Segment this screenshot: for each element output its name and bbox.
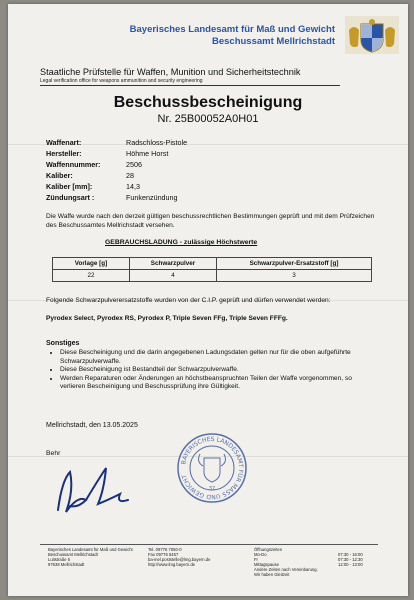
footer-contact (148, 547, 210, 567)
column-header: Vorlage [g] (53, 258, 130, 270)
list-item: • Diese Bescheinigung und die darin angegebenen Ladungsdaten gelten nur für die oben aufgeführte Schwarzpulverwaffe. (60, 349, 370, 366)
footer-address (48, 547, 133, 567)
field-value: 14,3 (126, 182, 140, 191)
list-item: • Werden Reparaturen oder Änderungen an höchstbeanspruchten Teilen der Waffe vorgenommen, so verlieren Bescheinigung und Beschussprüfung ihre Gültigkeit. (60, 375, 370, 392)
footer-line: 97638 Mellrichstadt (48, 562, 85, 567)
agency-office: Beschussamt Mellrichstadt (211, 36, 335, 47)
footer-line: 07:30 - 16:00 (338, 552, 363, 557)
divider (40, 85, 340, 86)
footer-line: 12:00 - 13:00 (338, 562, 363, 567)
field-label: Zündungsart : (46, 193, 95, 202)
footer-line: Bayerisches Landesamt für Maß und Gewicht (48, 547, 133, 552)
footer-line: Beschussamt Mellrichstadt (48, 552, 98, 557)
certificate-page (8, 4, 408, 596)
footer-divider (40, 544, 378, 545)
table-cell: 22 (53, 270, 130, 282)
signatory-name: Behr (46, 450, 61, 457)
footer-line: Mittagspause (254, 562, 279, 567)
footer-line: Andere Zeiten nach Vereinbarung. Wir haben Gleitzeit (254, 567, 318, 577)
field-label: Kaliber: (46, 171, 73, 180)
seal-number: 37 (208, 486, 216, 492)
notes-heading: Sonstiges (46, 340, 80, 347)
agency-name: Bayerisches Landesamt für Maß und Gewicht (129, 24, 335, 35)
powder-text: Folgende Schwarzpulverersatzstoffe wurden von der C.I.P. geprüft und dürfen verwendet werden: (46, 297, 331, 304)
field-value: Radschloss-Pistole (126, 138, 188, 147)
powder-list: Pyrodex Select, Pyrodex RS, Pyrodex P, Triple Seven FFg, Triple Seven FFFg. (46, 315, 288, 322)
field-label: Kaliber [mm]: (46, 182, 93, 191)
seal-text: BAYERISCHES LANDESAMT FÜR MASS UND GEWICHT (180, 435, 245, 501)
footer-line: Luitstraße 5 (48, 557, 71, 562)
load-table (52, 257, 372, 282)
field-label: Waffenart: (46, 138, 82, 147)
load-table-heading: GEBRAUCHSLADUNG - zulässige Höchstwerte (105, 239, 258, 246)
authority-title: Staatliche Prüfstelle für Waffen, Munition und Sicherheitstechnik (40, 67, 301, 77)
table-cell: 4 (130, 270, 217, 282)
footer-hours-values (338, 547, 363, 567)
field-label: Hersteller: (46, 149, 82, 158)
bavarian-coat-of-arms-icon (345, 16, 399, 54)
footer-line: Fax 09776 5457 (148, 552, 179, 557)
agency-header (103, 24, 335, 48)
field-value: Funkenzündung (126, 193, 178, 202)
footer-line: Tel. 09776 7050-0 (148, 547, 182, 552)
column-header: Schwarzpulver (130, 258, 217, 270)
notes-list (46, 349, 370, 392)
document-title: Beschussbescheinigung (113, 94, 303, 111)
column-header: Schwarzpulver-Ersatzstoff [g] (217, 258, 372, 270)
footer-hours (254, 547, 324, 577)
field-value: 28 (126, 171, 134, 180)
footer-website[interactable]: http://www.lmg.bayern.de (148, 562, 196, 567)
table-row (53, 270, 372, 282)
table-header-row (53, 258, 372, 270)
intro-text: Die Waffe wurde nach den derzeit gültigen beschussrechtlichen Bestimmungen geprüft und mit dem Prüfzeichen des Beschussamtes Mellrichstadt versehen. (46, 213, 375, 229)
field-value: 2506 (126, 160, 142, 169)
list-item: • Diese Bescheinigung ist Bestandteil der Schwarzpulverwaffe. (60, 366, 370, 375)
document-number: Nr. 25B00052A0H01 (157, 113, 259, 125)
field-label: Waffennummer: (46, 160, 101, 169)
footer-line: Fr (254, 557, 258, 562)
field-value: Höhme Horst (126, 149, 169, 158)
table-cell: 3 (217, 270, 372, 282)
authority-subtitle: Legal verification office for weapons ammunition and security engineering (40, 78, 203, 84)
footer-line: Mo-Do (254, 552, 267, 557)
footer-line: 07:30 - 12:30 (338, 557, 363, 562)
place-date: Mellrichstadt, den 13.05.2025 (46, 422, 138, 429)
footer-email[interactable]: ba-mel.poststelle@lmg.bayern.de (148, 557, 211, 562)
handwritten-signature-icon (48, 460, 138, 520)
footer-line: Öffnungszeiten (254, 547, 283, 552)
official-seal-icon (176, 432, 248, 504)
